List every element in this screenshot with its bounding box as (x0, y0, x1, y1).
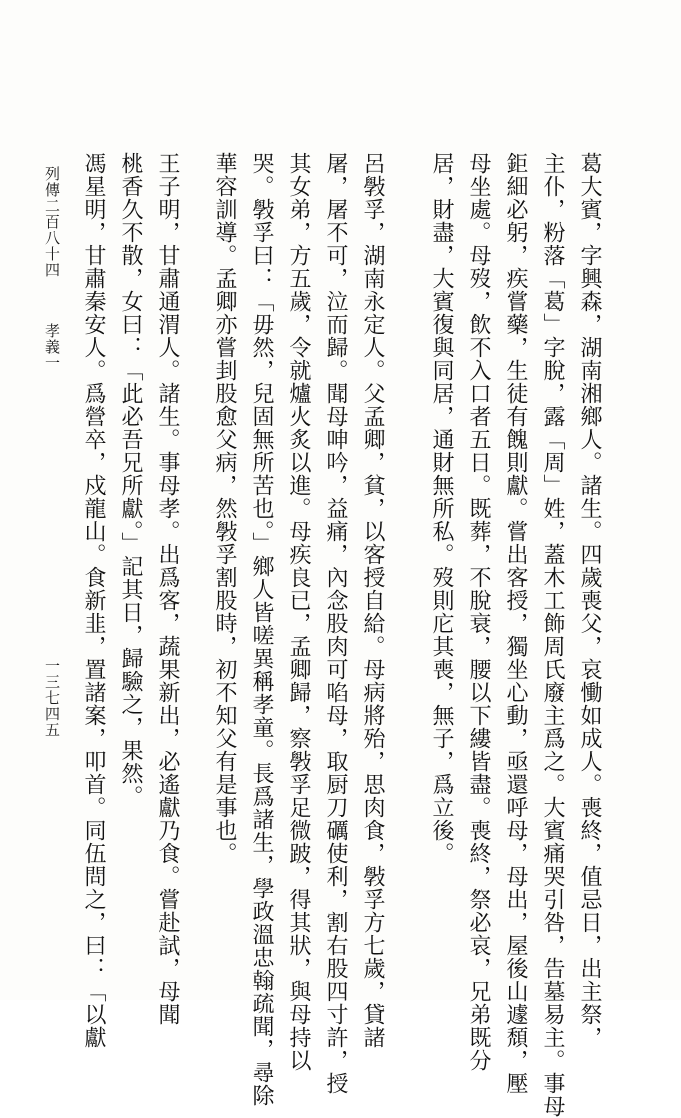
text-column-6: 呂斅孚，湖南永定人。父孟卿，貧，以客授自給。母病將殆，思肉食，斅孚方七歲，貸諸 (360, 152, 385, 1049)
text-column-9: 哭。斅孚曰：「毋然，兒固無所苦也。」鄉人皆嗟異稱孝童。長爲諸生，學政溫忠翰疏聞，尋除 (249, 152, 274, 1107)
text-column-3: 鉅細必躬，疾嘗藥，生徒有餽則獻。嘗出客授，獨坐心動，亟還呼母，母出，屋後山遽頹，壓 (503, 152, 528, 1095)
text-column-11: 王子明，甘肅通渭人。諸生。事母孝。出爲客，蔬果新出，必遙獻乃食。嘗赴試，母聞 (155, 152, 180, 1026)
text-column-13: 馮星明，甘肅秦安人。爲營卒，戍龍山。食新韭，置諸案，叩首。同伍問之，曰：「以獻 (81, 152, 106, 1049)
text-column-2: 主仆，粉落「葛」字脫，露「周」姓，蓋木工飾周氏廢主爲之。大賓痛哭引咎，告墓易主。事母 (540, 152, 565, 1118)
running-head-chapter: 列傳二百八十四 (43, 166, 61, 278)
page-number: 一三七四五 (43, 658, 61, 738)
text-column-7: 屠，屠不可，泣而歸。聞母呻吟，益痛，內念股肉可啗母，取厨刀礪使利，割右股四寸許，授 (323, 152, 348, 1095)
text-column-1: 葛大賓，字興森，湖南湘鄉人。諸生。四歲喪父，哀慟如成人。喪終，值忌日，出主祭， (577, 152, 602, 1049)
running-head-section: 孝義一 (43, 323, 61, 371)
text-column-5: 居，財盡，大賓復與同居，通財無所私。歿則庀其喪，無子，爲立後。 (429, 152, 454, 865)
text-column-12: 桃香久不散，女曰：「此必吾兄所獻。」記其日，歸驗之，果然。 (118, 152, 143, 808)
text-column-8: 其女弟，方五歲，令就爐火炙以進。母疾良已，孟卿歸，察斅孚足微跛，得其狀，與母持以 (286, 152, 311, 1072)
text-column-4: 母坐處。母歿，飲不入口者五日。既葬，不脫衰，腰以下縷皆盡。喪終，祭必哀，兄弟既分 (466, 152, 491, 1072)
text-column-10: 華容訓導。孟卿亦嘗刲股愈父病，然斅孚割股時，初不知父有是事也。 (212, 152, 237, 865)
